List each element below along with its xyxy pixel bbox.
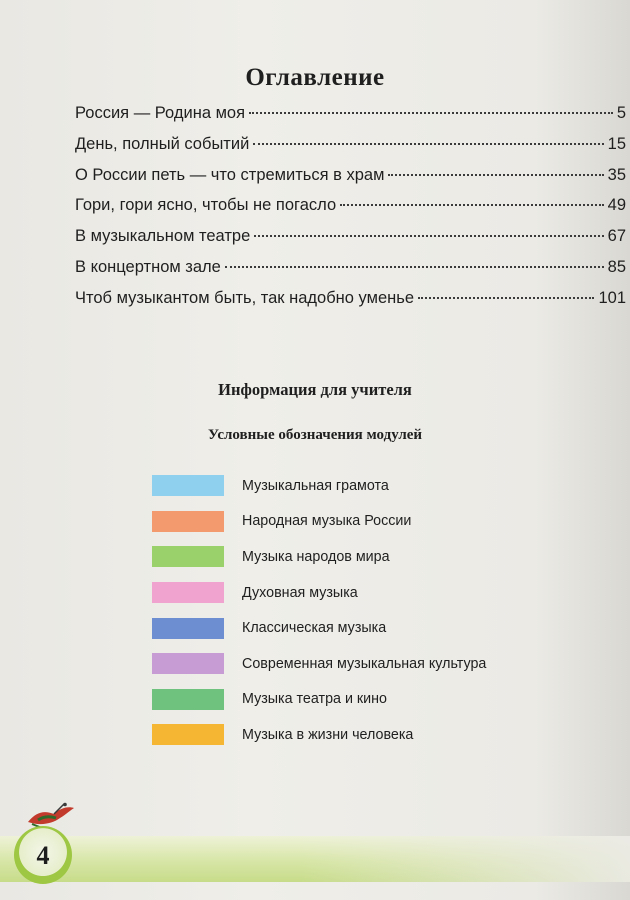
legend-item	[152, 504, 612, 540]
legend-label: Духовная музыка	[242, 584, 358, 601]
toc-entry-page: 101	[598, 288, 626, 307]
contents-title: Оглавление	[245, 64, 385, 91]
toc-entry-page: 85	[607, 257, 626, 276]
dot-leader	[418, 297, 594, 299]
toc-entry-label: Гори, гори ясно, чтобы не погасло	[75, 196, 337, 215]
toc-entry-page: 15	[607, 134, 626, 153]
legend-label: Народная музыка России	[242, 513, 412, 530]
toc-entry[interactable]	[75, 135, 626, 166]
toc-entry[interactable]	[75, 196, 626, 227]
legend-label: Современная музыкальная культура	[242, 655, 487, 672]
color-swatch	[152, 724, 224, 745]
color-swatch	[152, 689, 224, 710]
legend-item	[152, 575, 612, 611]
color-swatch	[152, 582, 224, 603]
color-swatch	[152, 618, 224, 639]
color-swatch	[152, 511, 224, 532]
toc-entry-page: 67	[607, 227, 626, 246]
legend-item	[152, 539, 612, 575]
legend-label: Музыка в жизни человека	[242, 726, 414, 743]
color-swatch	[152, 475, 224, 496]
toc-entry-label: О России петь — что стремиться в храм	[75, 165, 385, 184]
toc-entry[interactable]	[75, 166, 626, 197]
toc-entry[interactable]	[75, 104, 626, 135]
toc-entry-label: Россия — Родина моя	[75, 104, 246, 122]
color-swatch	[152, 546, 224, 567]
toc-entry-page: 5	[616, 104, 626, 122]
legend-item	[152, 646, 612, 682]
toc-entry-label: В музыкальном театре	[75, 227, 251, 246]
toc-entry-label: В концертном зале	[75, 257, 221, 276]
bird-icon	[24, 802, 78, 830]
module-legend	[152, 468, 612, 753]
toc-entry-label: День, полный событий	[75, 134, 250, 153]
teacher-info-heading: Информация для учителя	[218, 380, 412, 399]
dot-leader	[225, 266, 604, 268]
toc-entry-page: 49	[607, 196, 626, 215]
footer-band-fade	[300, 836, 630, 882]
page-number: 4	[36, 841, 50, 870]
color-swatch	[152, 653, 224, 674]
module-legend-heading: Условные обозначения модулей	[207, 427, 423, 443]
toc-entry-label: Чтоб музыкантом быть, так надобно уменье	[75, 288, 414, 307]
table-of-contents	[75, 104, 626, 320]
legend-item	[152, 682, 612, 718]
legend-item	[152, 468, 612, 504]
toc-entry[interactable]	[75, 258, 626, 289]
legend-item	[152, 717, 612, 753]
toc-entry[interactable]	[75, 289, 626, 320]
dot-leader	[254, 235, 603, 237]
legend-item	[152, 610, 612, 646]
dot-leader	[340, 204, 604, 206]
dot-leader	[253, 143, 603, 145]
toc-entry[interactable]	[75, 227, 626, 258]
dot-leader	[249, 112, 613, 114]
legend-label: Музыка театра и кино	[242, 691, 387, 708]
legend-label: Музыка народов мира	[242, 548, 390, 565]
legend-label: Музыкальная грамота	[242, 477, 389, 494]
dot-leader	[388, 174, 603, 176]
page-number-badge	[14, 826, 72, 884]
toc-entry-page: 35	[607, 165, 626, 184]
legend-label: Классическая музыка	[242, 620, 387, 637]
